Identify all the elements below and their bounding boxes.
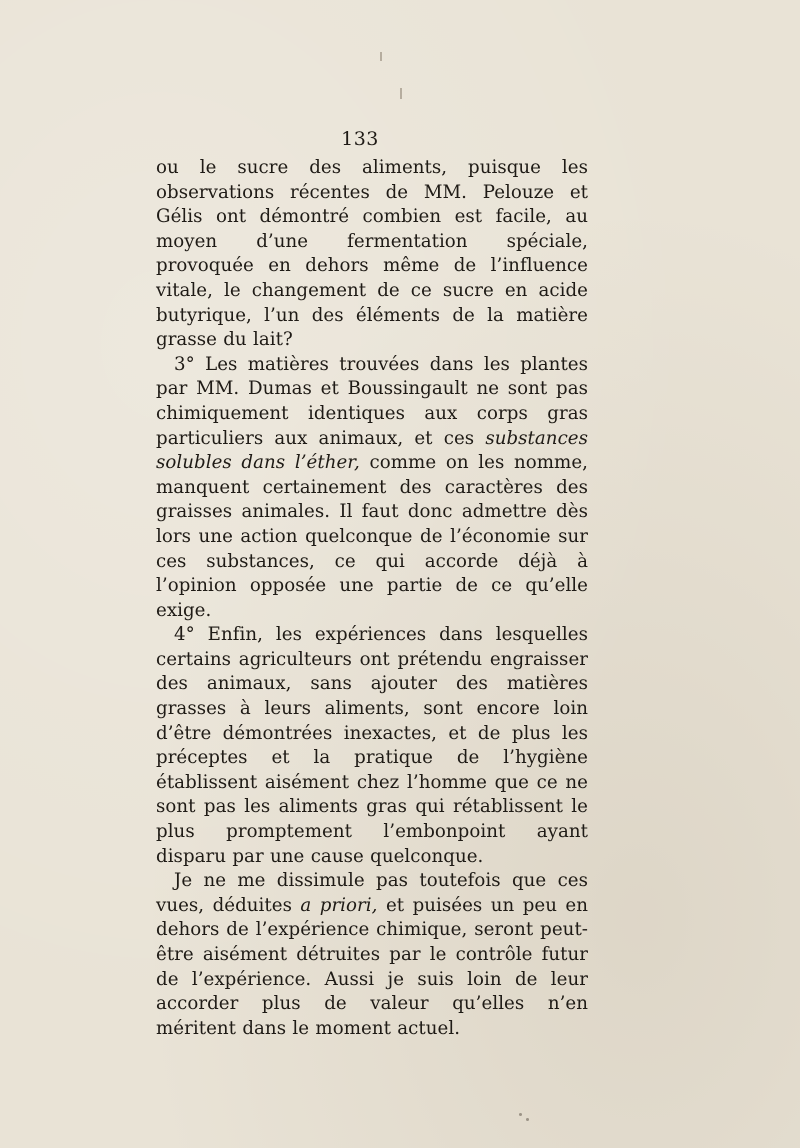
paragraph	[156, 156, 588, 353]
text-run: comme on les nomme, manquent certainement des caractères des graisses animales. Il faut donc admettre dès lors une action quelconque de l’économie sur ces substances, ce qui accorde déjà à l’opinion opposée une partie de ce qu’elle exige.	[156, 452, 588, 621]
paper-mark	[380, 52, 382, 61]
paper-mark	[400, 88, 402, 99]
text-run: Je ne me dissimule pas toutefois que ces vues, déduites	[156, 870, 588, 916]
text-run: 3° Les matières trouvées dans les plantes par MM. Dumas et Boussingault ne sont pas chimiquement identiques aux corps gras particuliers aux animaux, et ces	[156, 353, 588, 449]
italic-text: a priori,	[300, 894, 378, 916]
text-run: 4° Enfin, les expériences dans lesquelles certains agriculteurs ont prétendu engraisser des animaux, sans ajouter des matières grasses à leurs aliments, sont encore loin d’être démontrées inexactes, et de plus les préceptes et la pratique de l’hygiène établissent aisément chez l’homme que ce ne sont pas les aliments gras qui rétablissent le plus promptement l’embonpoint ayant disparu par une cause quelconque.	[156, 624, 588, 867]
text-run: ou le sucre des aliments, puisque les observations récentes de MM. Pelouze et Gélis ont démontré combien est facile, au moyen d’une fermentation spéciale, provoquée en dehors même de l’influence vitale, le changement de ce sucre en acide butyrique, l’un des éléments de la matière grasse du lait?	[156, 157, 588, 351]
paragraph	[156, 353, 588, 624]
paragraph	[156, 869, 588, 1041]
page-number: 133	[341, 128, 379, 150]
body-text	[156, 156, 588, 1041]
paragraph	[156, 623, 588, 869]
paper-speck	[519, 1113, 522, 1116]
italic-text: substances solubles dans l’éther,	[156, 427, 588, 474]
text-run: et puisées un peu en dehors de l’expérience chimique, seront peut-être aisément détruites par le contrôle futur de l’expérience. Aussi je suis loin de leur accorder plus de valeur qu’elles n’en méritent dans le moment actuel.	[156, 894, 588, 1039]
paper-speck	[526, 1118, 529, 1121]
